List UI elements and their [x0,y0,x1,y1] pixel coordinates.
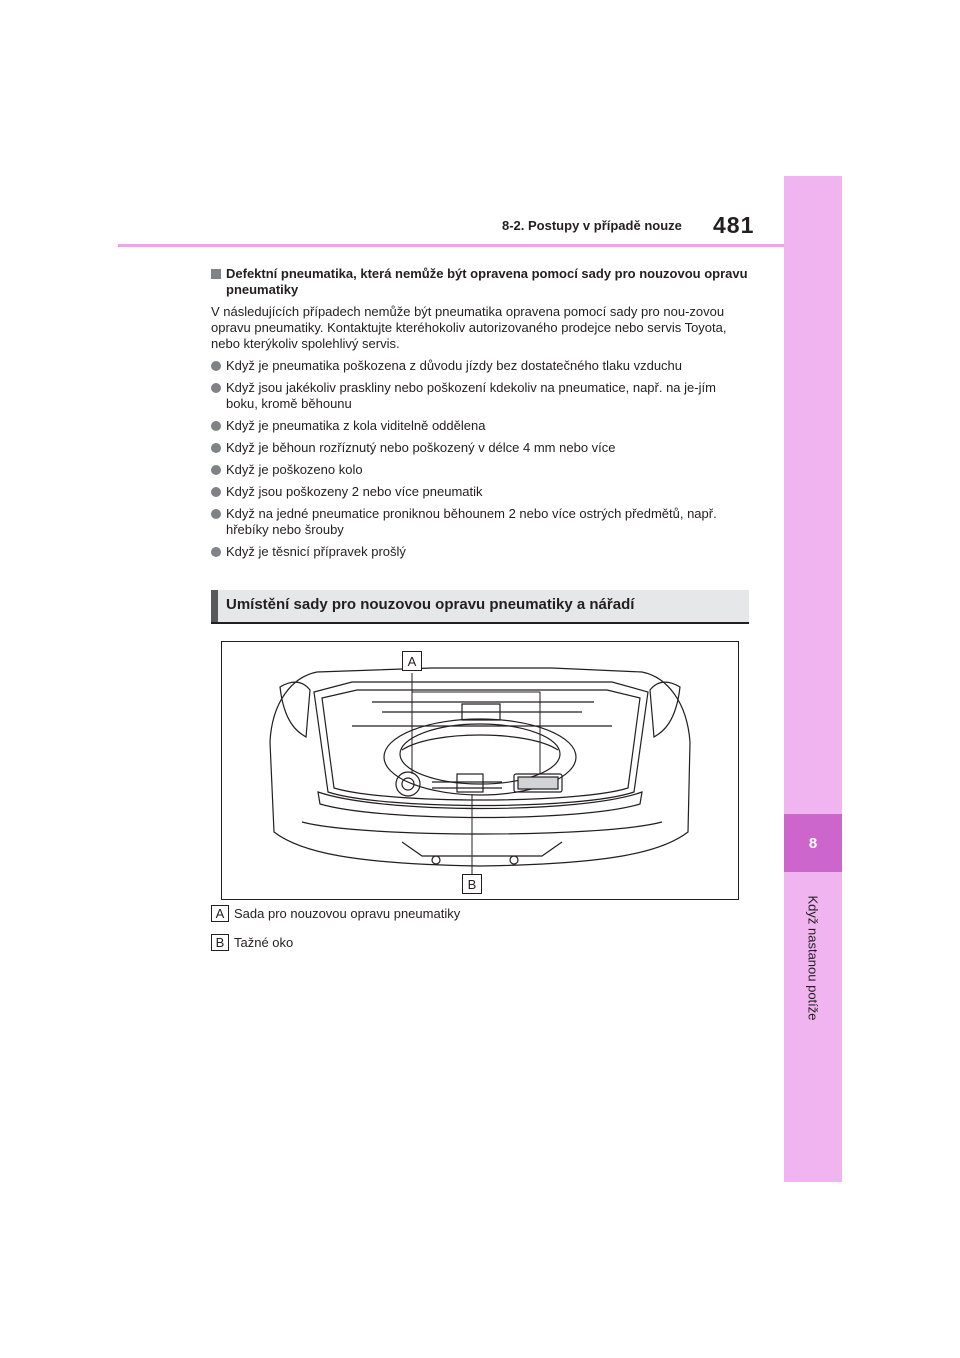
intro-paragraph: V následujících případech nemůže být pneumatika opravena pomocí sady pro nou-zovou opravu pneumatiky. Kontaktujte kteréhokoliv autorizovaného prodejce nebo servis Toyota, nebo kterýkoliv spolehlivý servis. [211,304,727,351]
bullet-list [211,358,751,560]
list-item: Když na jedné pneumatice proniknou běhounem 2 nebo více ostrých předmětů, např. hřebíky nebo šrouby [211,506,751,538]
list-item: Když je pneumatika z kola viditelně oddělena [211,418,751,434]
callout-b: B [462,874,482,894]
heading-accent-bar [211,590,218,622]
header-rule [118,244,784,247]
subheading-text: Defektní pneumatika, která nemůže být opravena pomocí sady pro nouzovou opravu pneumatiky [226,266,748,297]
chapter-number: 8 [808,834,818,852]
square-bullet-icon [211,269,221,279]
circle-bullet-icon [211,361,221,371]
chapter-number-tab[interactable] [784,814,842,872]
car-trunk-drawing [222,642,740,901]
page-number: 481 [713,212,755,238]
legend-item-b [211,934,293,951]
circle-bullet-icon [211,443,221,453]
circle-bullet-icon [211,547,221,557]
subheading [211,266,751,298]
list-item: Když jsou poškozeny 2 nebo více pneumatik [211,484,751,500]
circle-bullet-icon [211,487,221,497]
circle-bullet-icon [211,383,221,393]
section-heading-text: Umístění sady pro nouzovou opravu pneumatiky a nářadí [226,596,635,613]
list-item: Když je běhoun rozříznutý nebo poškozený v délce 4 mm nebo více [211,440,751,456]
legend-label-b: Tažné oko [234,935,294,950]
callout-a: A [402,651,422,671]
list-item: Když je těsnicí přípravek prošlý [211,544,751,560]
legend-key-b: B [211,934,229,951]
trunk-illustration [221,641,739,900]
circle-bullet-icon [211,465,221,475]
main-content [211,266,751,566]
chapter-title-vertical: Když nastanou potíže [805,895,821,1021]
list-item: Když jsou jakékoliv praskliny nebo poškození kdekoliv na pneumatice, např. na je-jím boku, kromě běhounu [211,380,751,412]
legend-label-a: Sada pro nouzovou opravu pneumatiky [234,906,461,921]
circle-bullet-icon [211,421,221,431]
legend-item-a [211,905,460,922]
legend-key-a: A [211,905,229,922]
list-item: Když je poškozeno kolo [211,462,751,478]
section-heading [211,590,749,624]
running-header-section: 8-2. Postupy v případě nouze [502,218,682,233]
chapter-tab-strip [784,176,842,1182]
circle-bullet-icon [211,509,221,519]
list-item: Když je pneumatika poškozena z důvodu jízdy bez dostatečného tlaku vzduchu [211,358,751,374]
